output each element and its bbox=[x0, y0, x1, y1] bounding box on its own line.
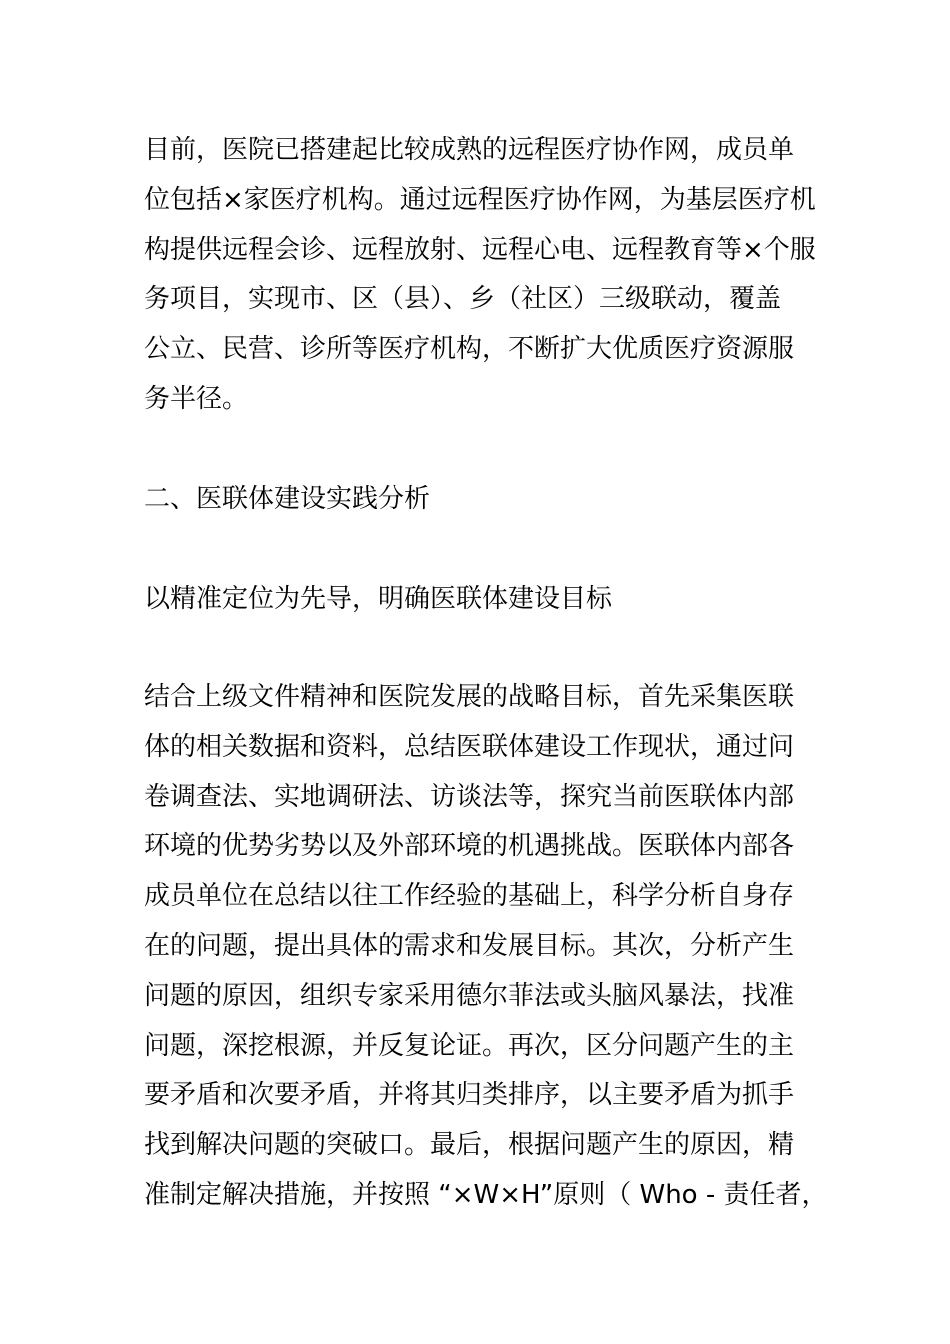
section-heading: 二、医联体建设实践分析 bbox=[144, 484, 431, 514]
text-line: 务半径。 bbox=[144, 383, 249, 414]
subsection-heading: 以精准定位为先导，明确医联体建设目标 bbox=[144, 584, 613, 614]
text-line: 问题的原因，组织专家采用德尔菲法或头脑风暴法，找准 bbox=[144, 980, 795, 1011]
text-line: 找到解决问题的突破口。最后，根据问题产生的原因，精 bbox=[144, 1130, 795, 1161]
text-line: 公立、民营、诊所等医疗机构，不断扩大优质医疗资源服 bbox=[144, 334, 795, 365]
body-paragraph-positioning-goals bbox=[144, 673, 844, 1221]
text-line: 环境的优势劣势以及外部环境的机遇挑战。医联体内部各 bbox=[144, 831, 795, 862]
text-line: 构提供远程会诊、远程放射、远程心电、远程教育等×个服 bbox=[144, 234, 816, 265]
text-line: 结合上级文件精神和医院发展的战略目标，首先采集医联 bbox=[144, 682, 795, 712]
text-line: 准制定解决措施，并按照 “×W×H”原则（ Who - 责任者， bbox=[144, 1179, 828, 1210]
text-line: 成员单位在总结以往工作经验的基础上，科学分析自身存 bbox=[144, 881, 795, 912]
text-line: 位包括×家医疗机构。通过远程医疗协作网，为基层医疗机 bbox=[144, 184, 816, 215]
text-line: 在的问题，提出具体的需求和发展目标。其次，分析产生 bbox=[144, 930, 795, 961]
text-line: 要矛盾和次要矛盾，并将其归类排序，以主要矛盾为抓手 bbox=[144, 1080, 795, 1111]
text-line: 问题，深挖根源，并反复论证。再次，区分问题产生的主 bbox=[144, 1030, 795, 1061]
text-line: 卷调查法、实地调研法、访谈法等，探究当前医联体内部 bbox=[144, 781, 795, 812]
text-line: 务项目，实现市、区（县）、乡（社区）三级联动，覆盖 bbox=[144, 284, 782, 315]
text-line: 目前，医院已搭建起比较成熟的远程医疗协作网，成员单 bbox=[144, 135, 795, 165]
text-line: 体的相关数据和资料，总结医联体建设工作现状，通过问 bbox=[144, 731, 795, 762]
body-paragraph-remote-medical-network bbox=[144, 126, 844, 425]
